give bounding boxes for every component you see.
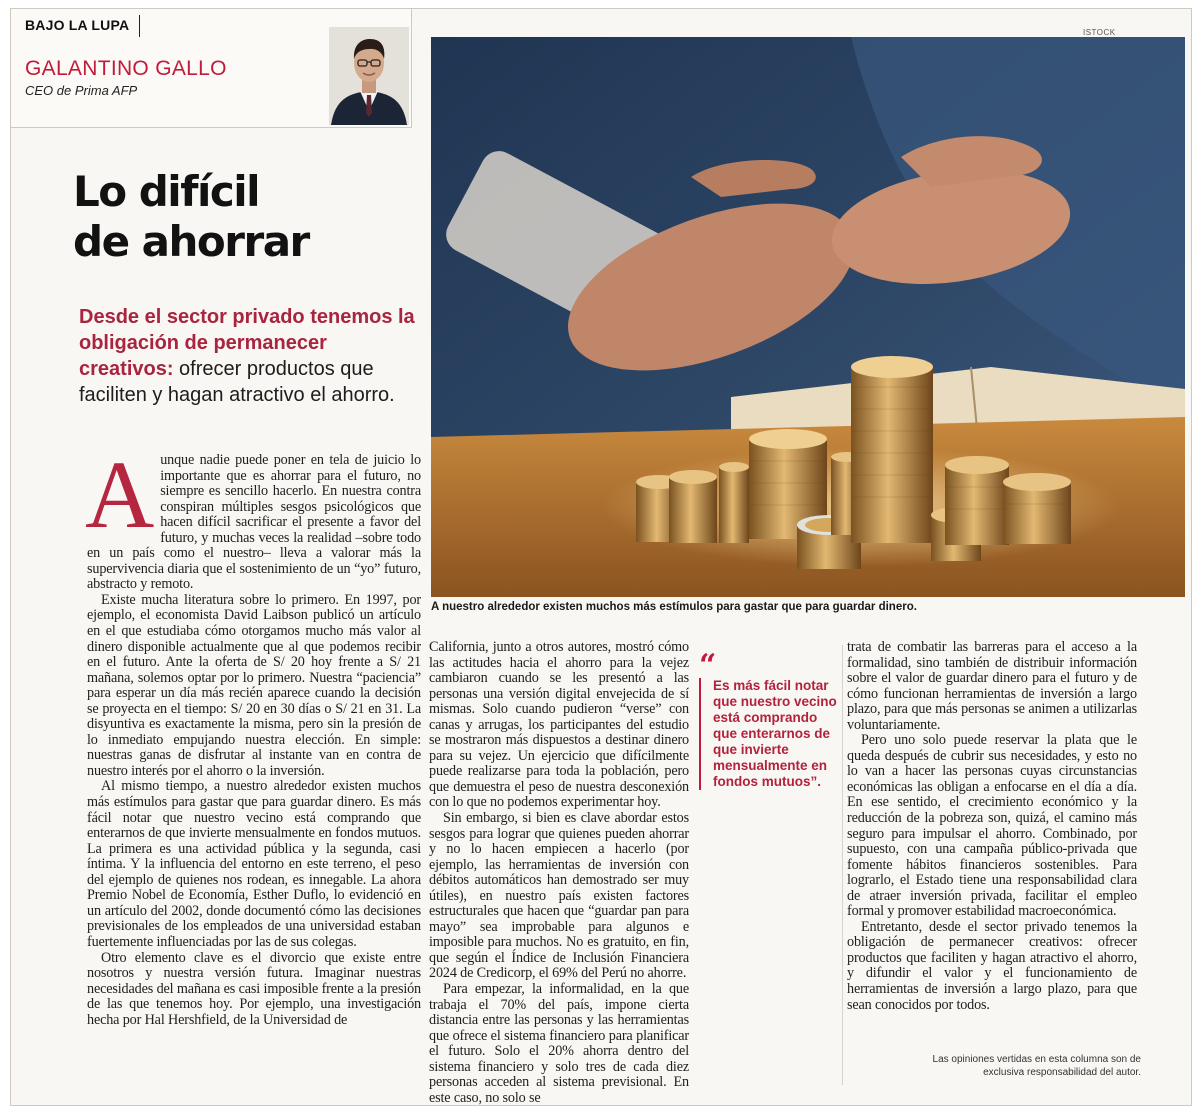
drop-cap: A	[85, 441, 155, 548]
paragraph: Pero uno solo puede reservar la plata que le queda después de cubrir sus necesidades, y esto no lo van a hacer las personas cuyas circunstancias económicas las obligan a enfocarse en el día a día. En ese sentido, el crecimiento económico y la reducción de la pobreza son, quizá, el camino más seguro para impulsar el ahorro. Combinado, por supuesto, con una campaña público-privada que fomente hábitos financieros sostenibles. Para lograrlo, el Estado tiene una responsabilidad clara de atraer inversión privada, facilitar el empleo formal y promover estabilidad macroeconómica.	[847, 732, 1137, 920]
headline-line-1: Lo difícil	[73, 167, 260, 216]
pull-quote-text: Es más fácil notar que nuestro vecino está comprando que enterarnos de que invierte mensualmente en fondos mutuos”.	[699, 678, 841, 790]
body-column-2	[429, 640, 689, 1106]
paragraph: Para empezar, la informalidad, en la que trabaja el 70% del país, impone cierta distancia entre las personas y las herramientas que ofrece el sistema financiero para planificar el futuro. Solo el 20% ahorra dentro del sistema financiero y solo tres de cada diez personas acceden al sistema previsional. En este caso, no solo se	[429, 981, 689, 1106]
headline-line-2: de ahorrar	[73, 217, 309, 266]
newspaper-page	[10, 8, 1192, 1106]
byline-box	[11, 9, 412, 128]
dek-rest: ofrecer productos que faciliten y hagan atractivo el ahorro.	[79, 358, 395, 406]
paragraph-text: unque nadie puede poner en tela de juicio lo importante que es ahorrar para el futuro, no siempre es sencillo hacerlo. En nuestra contra conspiran múltiples sesgos psicológicos que hacen difícil sacrificar el presente a favor del futuro, y muchas veces la realidad –sobre todo en un país como el nuestro– lleva a valorar más la supervivencia diaria que el sostenimiento de un “yo” futuro, abstracto y remoto.	[87, 452, 421, 593]
body-column-1	[85, 441, 421, 1028]
body-column-3	[847, 640, 1137, 1013]
dek	[79, 304, 424, 408]
column-divider	[842, 645, 843, 1085]
paragraph	[85, 441, 421, 593]
paragraph: trata de combatir las barreras para el acceso a la formalidad, sino también de distribuir información sobre el valor de guardar dinero para el futuro y de cómo funcionan herramientas de inversión a largo plazo, para que más personas se animen a utilizarlas voluntariamente.	[847, 639, 1137, 733]
article-photo	[431, 37, 1185, 597]
paragraph: Sin embargo, si bien es clave abordar estos sesgos para lograr que quienes pueden ahorrar y no lo hacen empiecen a hacerlo (por ejemplo, las herramientas de inversión con débitos automáticos han demostrado ser muy útiles), en nuestro país existen factores estructurales que hacen que “guardar pan para mayo” sea improbable para algunos e imposible para muchos. No es gratuito, en fin, que según el Índice de Inclusión Financiera 2024 de Credicorp, el 69% del Perú no ahorre.	[429, 810, 689, 982]
photo-credit: ISTOCK	[1083, 28, 1116, 37]
author-photo	[329, 27, 409, 125]
section-divider	[139, 15, 140, 37]
section-tag: BAJO LA LUPA	[25, 17, 130, 33]
paragraph: Al mismo tiempo, a nuestro alrededor existen muchos más estímulos para gastar que para guardar dinero. Es más fácil notar que nuestro vecino está comprando que enterarnos de que invierte mensualmente en fondos mutuos. La primera es una actividad pública y la segunda, casi íntima. Y la influencia del entorno en este terreno, el peso del ejemplo de quienes nos rodean, es innegable. La ahora Premio Nobel de Economía, Esther Duflo, lo evidenció en un artículo del 2002, donde documentó cómo las decisiones previsionales de los empleados de una universidad estaban fuertemente influenciadas por las de sus colegas.	[87, 778, 421, 950]
quote-mark-icon: “	[699, 648, 717, 683]
pull-quote	[699, 648, 841, 790]
disclaimer: Las opiniones vertidas en esta columna son de exclusiva responsabilidad del autor.	[932, 1054, 1141, 1078]
dek-highlight: Desde el sector privado tenemos la obligación de permanecer creativos:	[79, 306, 415, 380]
paragraph: California, junto a otros autores, mostró cómo las actitudes hacia el ahorro para la vejez cambiaron cuando se les presentó a las personas una versión digital envejecida de sí mismas. Solo cuando pudieron “verse” con canas y arrugas, los participantes del estudio se mostraron más dispuestos a destinar dinero para su vejez. Un ejercicio que difícilmente puede realizarse para toda la población, pero que demuestra el peso de nuestra desconexión con lo que no podemos experimentar hoy.	[429, 639, 689, 811]
headline	[73, 167, 413, 267]
author-role: CEO de Prima AFP	[25, 83, 138, 98]
photo-caption: A nuestro alrededor existen muchos más estímulos para gastar que para guardar dinero.	[431, 601, 917, 613]
paragraph: Existe mucha literatura sobre lo primero. En 1997, por ejemplo, el economista David Laibson publicó un artículo en el que estudiaba cómo otorgamos mucho más valor al dinero disponible actualmente que al que podemos recibir en el futuro. Ante la oferta de S/ 20 hoy frente a S/ 21 mañana, solemos optar por lo primero. Nuestra “paciencia” para esperar un día más recién aparece cuando la decisión se proyecta en el tiempo: S/ 20 en 30 días o S/ 21 en 31. La disyuntiva es exactamente la misma, pero sin la presión de lo inmediato empujando nuestra elección. En simple: nuestras ganas de disfrutar al instante van en contra de nuestro interés por el ahorro o la inversión.	[87, 591, 421, 779]
paragraph: Entretanto, desde el sector privado tenemos la obligación de permanecer creativos: ofrecer productos que faciliten y hagan atractivo el ahorro, y difundir el valor y el funcionamiento de herramientas de inversión a largo plazo, para que sean conocidos por todos.	[847, 918, 1137, 1013]
author-name: GALANTINO GALLO	[25, 57, 227, 80]
paragraph: Otro elemento clave es el divorcio que existe entre nosotros y nuestra versión futura. Imaginar nuestras necesidades del mañana es casi imposible frente a la presión de las que tenemos hoy. Por ejemplo, una investigación hecha por Hal Hershfield, de la Universidad de	[87, 949, 421, 1028]
